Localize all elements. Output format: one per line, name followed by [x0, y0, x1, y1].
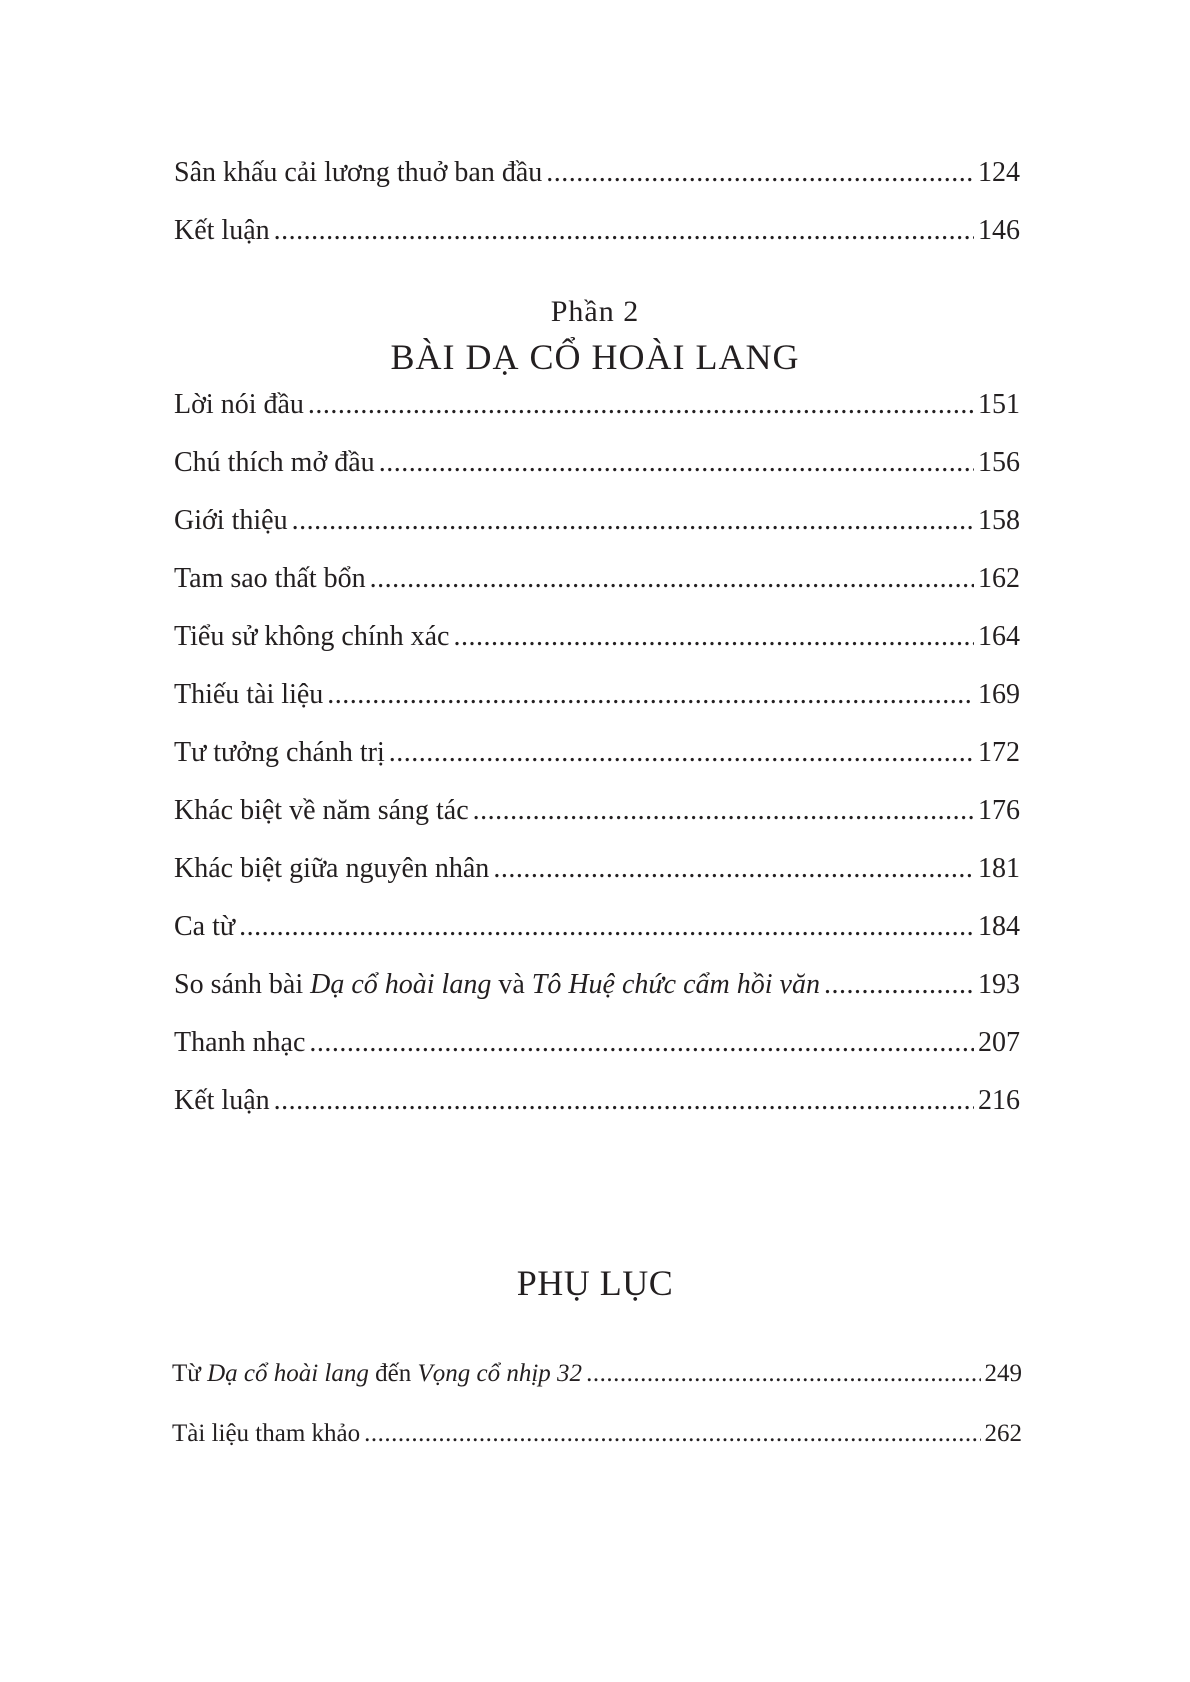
toc-entry-page: 207 — [978, 1027, 1020, 1058]
part-label: Phần 2 — [550, 295, 640, 328]
toc-entry[interactable] — [174, 215, 1020, 247]
dot-leader — [327, 679, 974, 711]
toc-entry[interactable] — [174, 505, 1020, 537]
toc-title-text: So sánh bài — [174, 969, 311, 1000]
toc-entry-page: 169 — [978, 679, 1020, 710]
toc-entry[interactable] — [172, 1420, 1022, 1448]
dot-leader — [292, 505, 974, 537]
appendix-title: PHỤ LỤC — [516, 1263, 674, 1303]
toc-entry-title — [172, 1360, 582, 1388]
dot-leader — [274, 215, 974, 247]
toc-entry-title: Ca từ — [174, 911, 236, 942]
toc-entry-title: Kết luận — [174, 215, 270, 246]
toc-entry-page: 146 — [978, 215, 1020, 246]
toc-entry-title: Thiếu tài liệu — [174, 679, 324, 710]
toc-entry-title: Kết luận — [174, 1085, 270, 1116]
toc-entry-title: Tư tưởng chánh trị — [174, 737, 385, 768]
toc-entry-page: 262 — [984, 1420, 1022, 1447]
toc-entry[interactable] — [172, 1360, 1022, 1388]
toc-title-italic: Dạ cổ hoài lang — [310, 969, 492, 1000]
toc-title-italic: Tô Huệ chức cẩm hồi văn — [531, 969, 820, 1000]
dot-leader — [546, 157, 974, 189]
toc-entry-page: 249 — [984, 1360, 1022, 1387]
toc-entry[interactable] — [174, 563, 1020, 595]
toc-entry-page: 124 — [978, 157, 1020, 188]
part-title: BÀI DẠ CỔ HOÀI LANG — [390, 337, 800, 377]
toc-title-italic: Dạ cổ hoài lang — [207, 1360, 369, 1387]
toc-entry-page: 151 — [978, 389, 1020, 420]
toc-entry-title: Sân khấu cải lương thuở ban đầu — [174, 157, 543, 188]
toc-entry-title: Chú thích mở đầu — [174, 447, 375, 478]
toc-title-text: Từ — [172, 1360, 208, 1387]
toc-entry[interactable] — [174, 447, 1020, 479]
toc-title-text: đến — [368, 1360, 418, 1387]
dot-leader — [379, 447, 974, 479]
toc-entry-page: 172 — [978, 737, 1020, 768]
dot-leader — [239, 911, 974, 943]
toc-entry-page: 162 — [978, 563, 1020, 594]
toc-entry[interactable] — [174, 679, 1020, 711]
toc-entry[interactable] — [174, 969, 1020, 1001]
toc-entry-page: 184 — [978, 911, 1020, 942]
toc-entry[interactable] — [174, 853, 1020, 885]
toc-title-italic: Vọng cổ nhịp 32 — [417, 1360, 583, 1387]
dot-leader — [586, 1360, 980, 1388]
dot-leader — [308, 389, 974, 421]
toc-entry-page: 193 — [978, 969, 1020, 1000]
toc-entry-title: Tài liệu tham khảo — [172, 1420, 361, 1447]
dot-leader — [309, 1027, 974, 1059]
toc-entry[interactable] — [174, 1027, 1020, 1059]
toc-entry[interactable] — [174, 1085, 1020, 1117]
toc-entry-title: Lời nói đầu — [174, 389, 304, 420]
toc-entry-title: Tam sao thất bổn — [174, 563, 366, 594]
toc-entry-title: Giới thiệu — [174, 505, 288, 536]
toc-entry-page: 181 — [978, 853, 1020, 884]
toc-entry-page: 164 — [978, 621, 1020, 652]
toc-entry-page: 176 — [978, 795, 1020, 826]
toc-entry-title — [174, 969, 820, 1001]
toc-title-text: và — [491, 969, 532, 1000]
toc-entry[interactable] — [174, 389, 1020, 421]
toc-entry[interactable] — [174, 737, 1020, 769]
dot-leader — [274, 1085, 974, 1117]
dot-leader — [364, 1420, 980, 1448]
toc-entry[interactable] — [174, 157, 1020, 189]
dot-leader — [473, 795, 974, 827]
toc-entry[interactable] — [174, 795, 1020, 827]
toc-entry[interactable] — [174, 911, 1020, 943]
toc-entry-page: 216 — [978, 1085, 1020, 1116]
dot-leader — [824, 969, 974, 1001]
toc-entry[interactable] — [174, 621, 1020, 653]
dot-leader — [493, 853, 974, 885]
dot-leader — [453, 621, 974, 653]
toc-entry-page: 158 — [978, 505, 1020, 536]
dot-leader — [370, 563, 974, 595]
toc-entry-title: Tiểu sử không chính xác — [174, 621, 450, 652]
dot-leader — [389, 737, 974, 769]
toc-entry-page: 156 — [978, 447, 1020, 478]
toc-entry-title: Khác biệt về năm sáng tác — [174, 795, 469, 826]
toc-entry-title: Thanh nhạc — [174, 1027, 306, 1058]
toc-entry-title: Khác biệt giữa nguyên nhân — [174, 853, 490, 884]
